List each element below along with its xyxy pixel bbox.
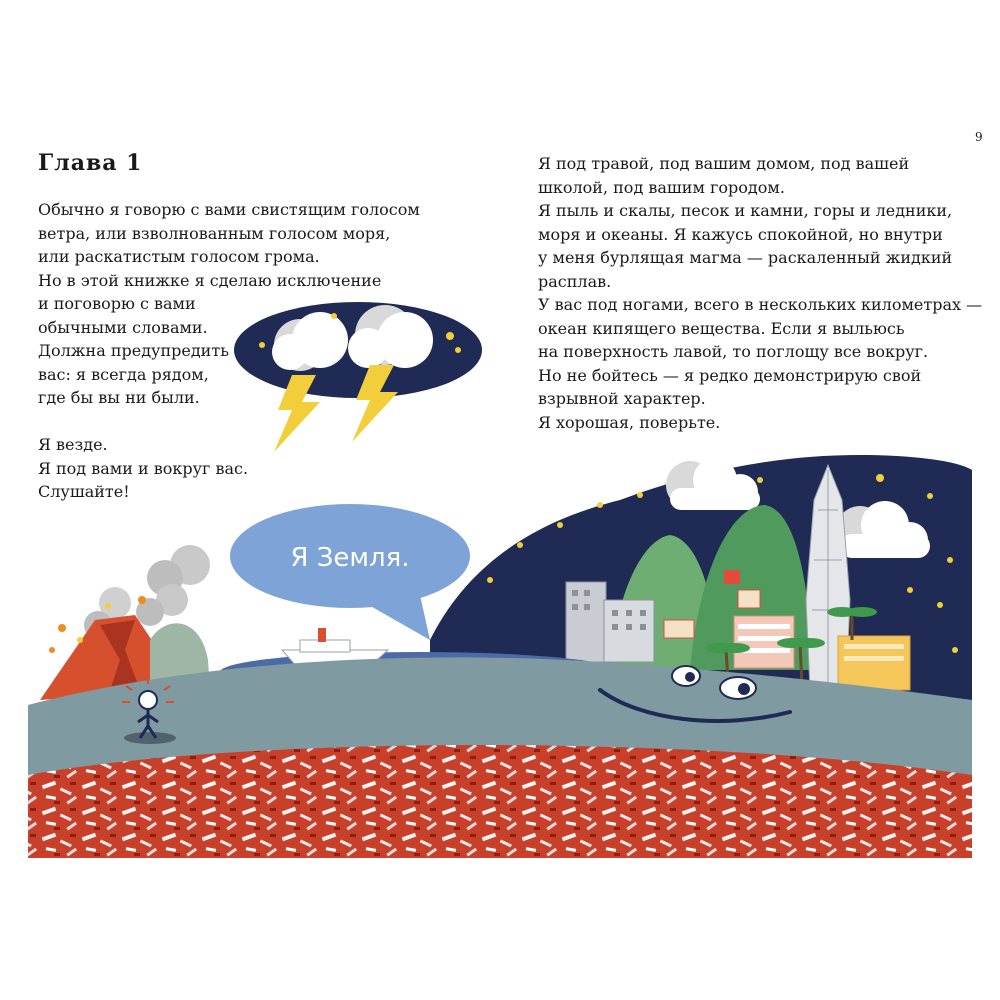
left-text-line: Слушайте! <box>38 482 130 501</box>
right-text-line: у меня бурлящая магма — раскаленный жидкий <box>538 248 953 267</box>
page-number: 9 <box>975 130 983 144</box>
right-text-line: Я пыль и скалы, песок и камни, горы и ледники, <box>538 201 953 220</box>
right-text-line: расплав. <box>538 271 612 291</box>
left-text-line: Обычно я говорю с вами свистящим голосом <box>38 200 420 219</box>
left-text-line: Я везде. <box>38 435 108 454</box>
left-text-line: где бы вы ни были. <box>38 388 200 407</box>
right-text-line: Но не бойтесь — я редко демонстрирую свой <box>538 365 922 385</box>
right-text-line: школой, под вашим городом. <box>538 177 785 197</box>
chapter-heading: Глава 1 <box>38 150 143 176</box>
left-text-line: и поговорю с вами <box>38 294 196 313</box>
right-text-line: на поверхность лавой, то поглощу все вокруг. <box>538 342 929 361</box>
right-text-line: Я хорошая, поверьте. <box>538 412 721 432</box>
left-text-line: обычными словами. <box>38 317 208 337</box>
speech-bubble-text: Я Земля. <box>290 543 410 573</box>
left-text-line: Я под вами и вокруг вас. <box>38 458 249 478</box>
storm-cloud-icon <box>234 302 482 398</box>
magma-layer <box>28 745 972 858</box>
left-text-line: ветра, или взволнованным голосом моря, <box>38 223 391 243</box>
right-text-line: У вас под ногами, всего в нескольких километрах — <box>538 295 983 314</box>
right-text-line: Я под травой, под вашим домом, под вашей <box>538 154 910 173</box>
right-text-line: моря и океаны. Я кажусь спокойной, но внутри <box>538 224 943 244</box>
left-text-line: Но в этой книжке я сделаю исключение <box>38 270 382 290</box>
left-text-line: вас: я всегда рядом, <box>38 364 209 384</box>
left-text-line: Должна предупредить <box>38 341 229 360</box>
right-text-line: океан кипящего вещества. Если я выльюсь <box>538 318 905 338</box>
left-text-line: или раскатистым голосом грома. <box>38 247 320 266</box>
right-text-line: взрывной характер. <box>538 389 706 408</box>
